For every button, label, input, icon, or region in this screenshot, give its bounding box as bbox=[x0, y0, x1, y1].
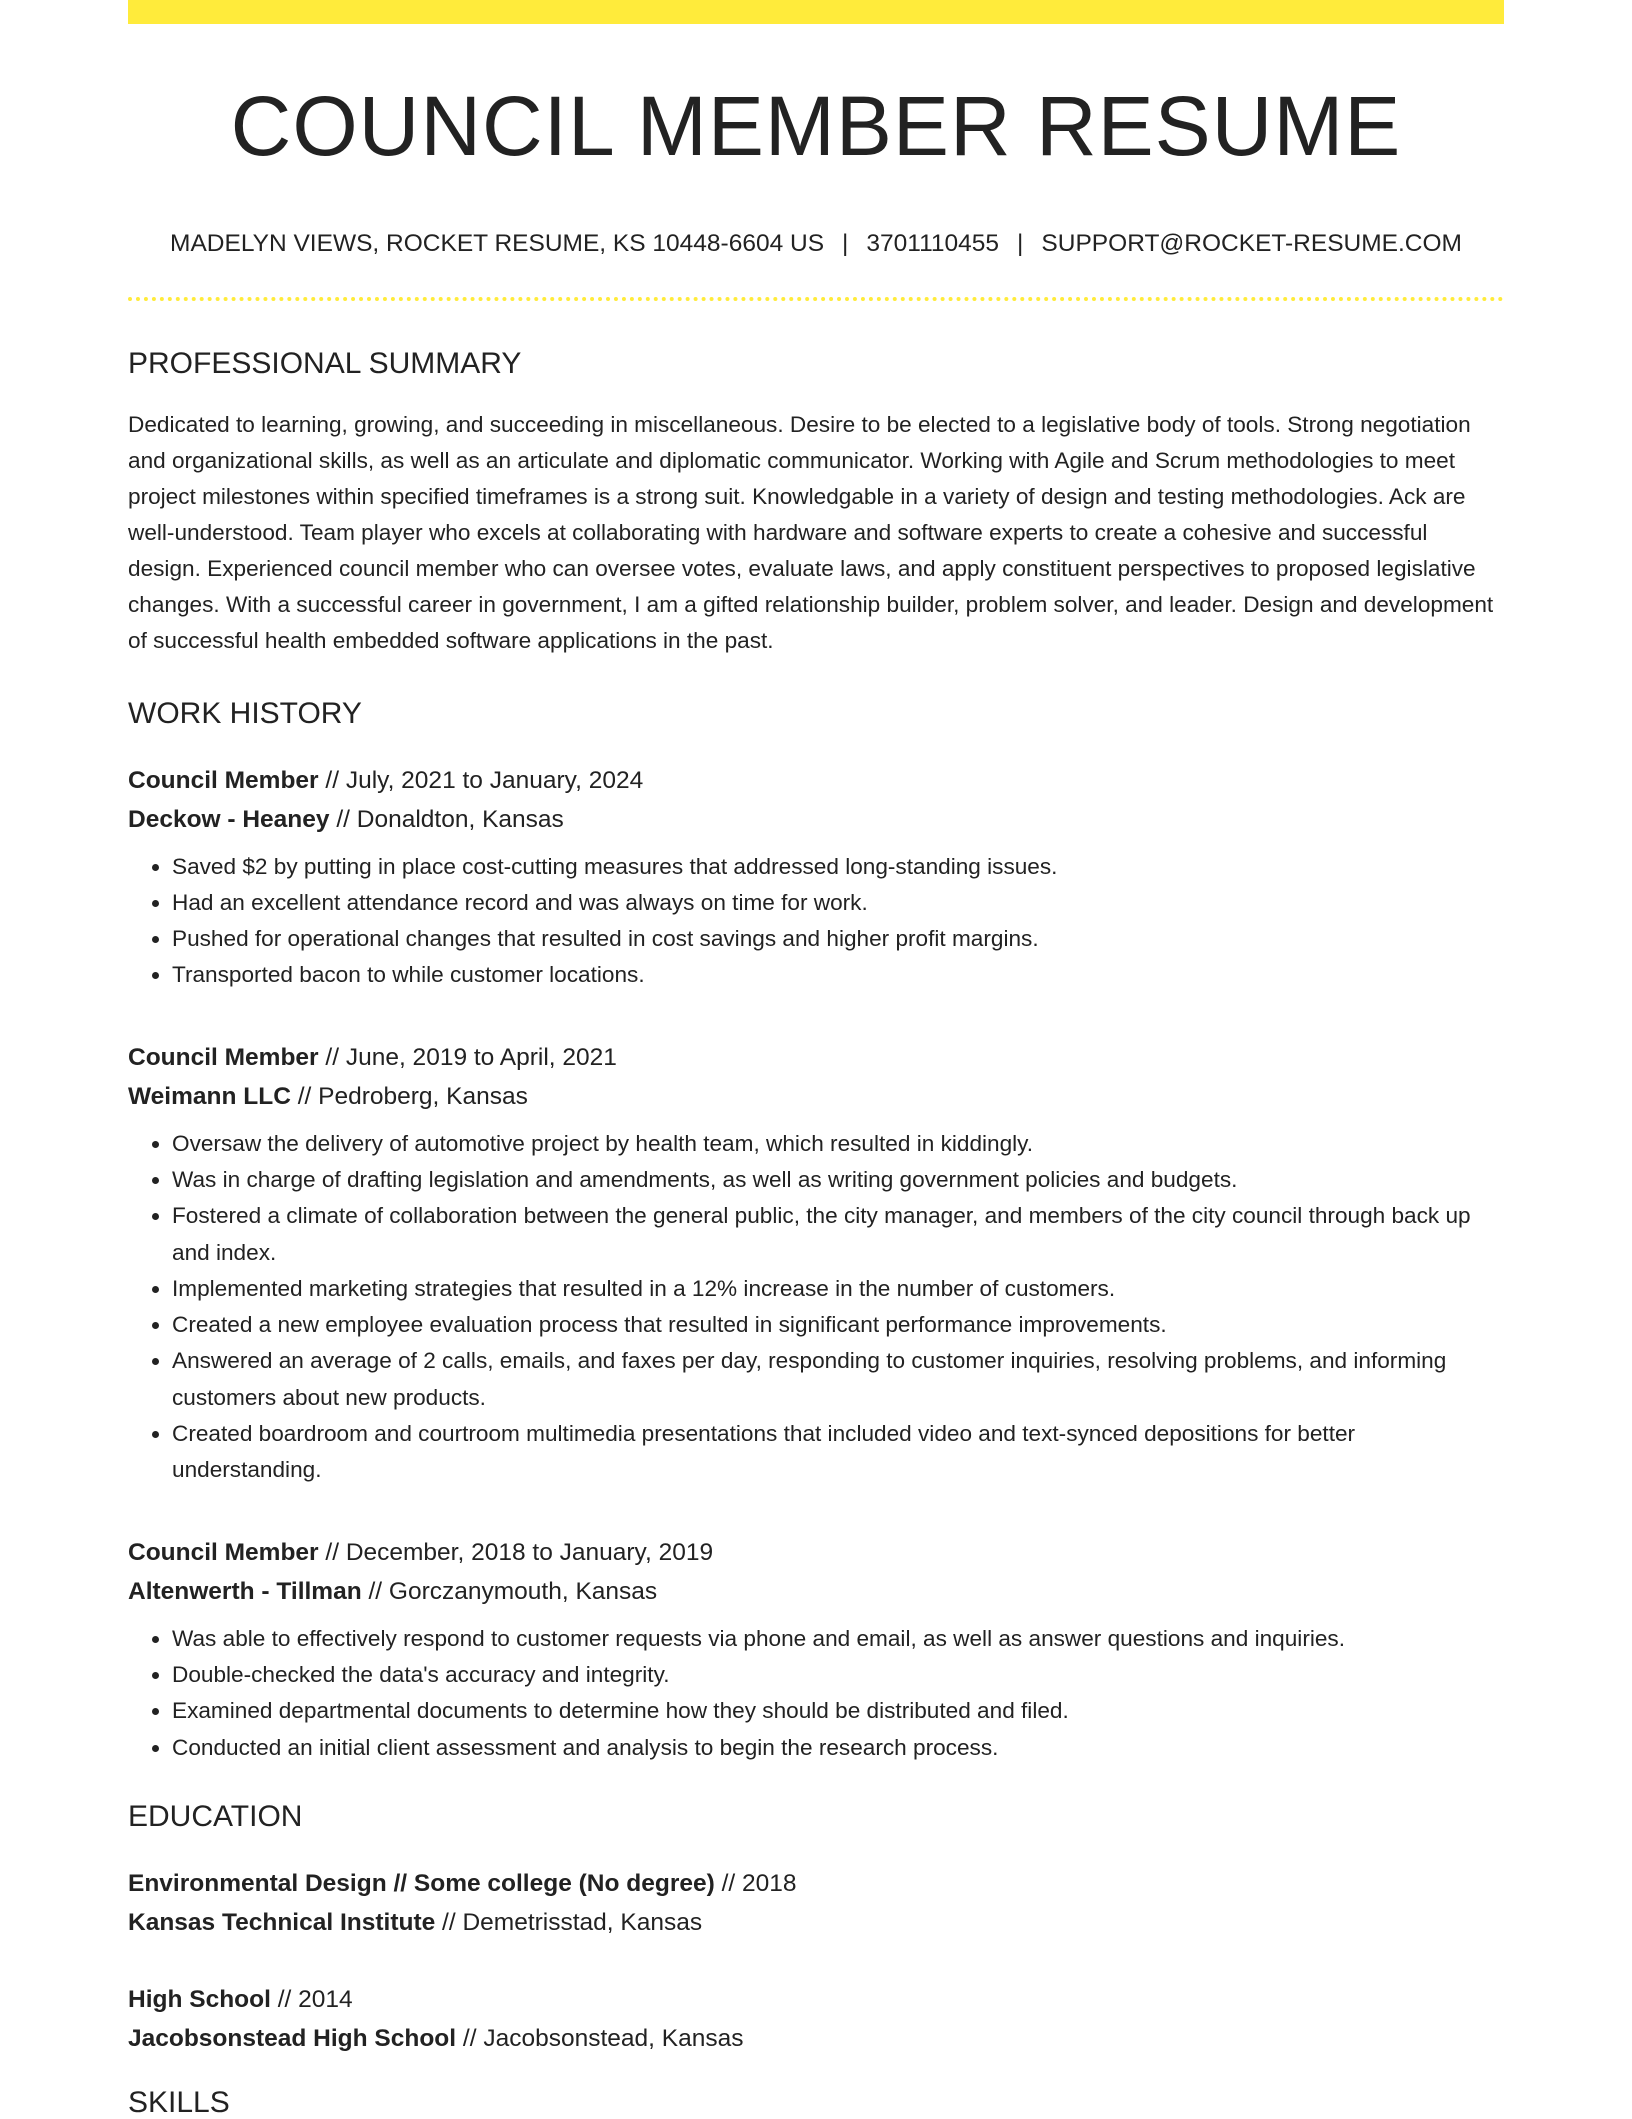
job-entry bbox=[128, 761, 1504, 994]
bullet-item: • Conducted an initial client assessment and analysis to begin the research process. bbox=[172, 1730, 1504, 1766]
top-accent-bar bbox=[128, 0, 1504, 24]
dotted-divider bbox=[128, 297, 1504, 301]
job-bullets bbox=[128, 849, 1504, 994]
education-degree-line bbox=[128, 1980, 1504, 2019]
bullet-item: • Fostered a climate of collaboration between the general public, the city manager, and members of the city council through back up and index. bbox=[172, 1198, 1504, 1271]
education-school-line bbox=[128, 2019, 1504, 2058]
job-entry bbox=[128, 1038, 1504, 1489]
education-location: // Demetrisstad, Kansas bbox=[435, 1908, 703, 1936]
bullet-item: • Answered an average of 2 calls, emails, and faxes per day, responding to customer inquiries, resolving problems, and informing customers about new products. bbox=[172, 1343, 1504, 1416]
contact-line bbox=[128, 232, 1504, 257]
resume-page bbox=[128, 0, 1504, 2118]
job-company: Altenwerth - Tillman bbox=[128, 1577, 362, 1605]
education-school-line bbox=[128, 1903, 1504, 1942]
bullet-item: • Was able to effectively respond to customer requests via phone and email, as well as answer questions and inquiries. bbox=[172, 1621, 1504, 1657]
job-entry bbox=[128, 1533, 1504, 1766]
summary-text: Dedicated to learning, growing, and succeeding in miscellaneous. Desire to be elected to a legislative body of tools. Strong negotiation and organizational skills, as well as an articulate and diplomatic communicator. Working with Agile and Scrum methodologies to meet project milestones within specified timeframes is a strong suit. Knowledgable in a variety of design and testing methodologies. Ack are well-understood. Team player who excels at collaborating with hardware and software experts to create a cohesive and successful design. Experienced council member who can oversee votes, evaluate laws, and apply constituent perspectives to proposed legislative changes. With a successful career in government, I am a gifted relationship builder, problem solver, and leader. Design and development of successful health embedded software applications in the past. bbox=[128, 411, 1494, 653]
education-year: // 2014 bbox=[270, 1985, 353, 2013]
job-title: Council Member bbox=[128, 1043, 319, 1071]
job-title-line bbox=[128, 1533, 1504, 1572]
education-degree-line bbox=[128, 1864, 1504, 1903]
job-title: Council Member bbox=[128, 1538, 319, 1566]
education-entry bbox=[128, 1980, 1504, 2058]
job-title-line bbox=[128, 1038, 1504, 1077]
contact-separator: | bbox=[1017, 230, 1024, 257]
bullet-item: • Implemented marketing strategies that resulted in a 12% increase in the number of customers. bbox=[172, 1271, 1504, 1307]
contact-phone: 3701110455 bbox=[866, 230, 1000, 257]
contact-email: SUPPORT@ROCKET-RESUME.COM bbox=[1041, 230, 1462, 257]
job-bullets bbox=[128, 1621, 1504, 1766]
job-location: // Pedroberg, Kansas bbox=[290, 1082, 528, 1110]
job-company: Weimann LLC bbox=[128, 1082, 291, 1110]
bullet-item: • Pushed for operational changes that resulted in cost savings and higher profit margins. bbox=[172, 921, 1504, 957]
education-year: // 2018 bbox=[714, 1869, 797, 1897]
job-company-line bbox=[128, 1572, 1504, 1611]
resume-title: COUNCIL MEMBER RESUME bbox=[230, 79, 1402, 173]
bullet-item: • Transported bacon to while customer locations. bbox=[172, 957, 1504, 993]
bullet-item: • Saved $2 by putting in place cost-cutting measures that addressed long-standing issues. bbox=[172, 849, 1504, 885]
job-location: // Donaldton, Kansas bbox=[329, 805, 564, 833]
bullet-item: • Double-checked the data's accuracy and integrity. bbox=[172, 1657, 1504, 1693]
contact-address: MADELYN VIEWS, ROCKET RESUME, KS 10448-6604 US bbox=[170, 230, 825, 257]
skills-heading: SKILLS bbox=[128, 2085, 230, 2119]
job-title-line bbox=[128, 761, 1504, 800]
work-history-heading: WORK HISTORY bbox=[128, 696, 362, 730]
education-heading: EDUCATION bbox=[128, 1799, 303, 1833]
job-company-line bbox=[128, 1077, 1504, 1116]
contact-separator: | bbox=[842, 230, 849, 257]
bullet-item: • Was in charge of drafting legislation and amendments, as well as writing government policies and budgets. bbox=[172, 1162, 1504, 1198]
job-location: // Gorczanymouth, Kansas bbox=[361, 1577, 658, 1605]
bullet-item: • Created a new employee evaluation process that resulted in significant performance improvements. bbox=[172, 1307, 1504, 1343]
job-dates: // December, 2018 to January, 2019 bbox=[318, 1538, 714, 1566]
education-degree: Environmental Design // Some college (No degree) bbox=[128, 1869, 715, 1897]
education-entry bbox=[128, 1864, 1504, 1942]
education-location: // Jacobsonstead, Kansas bbox=[456, 2024, 744, 2052]
education-school: Kansas Technical Institute bbox=[128, 1908, 436, 1936]
bullet-item: • Created boardroom and courtroom multimedia presentations that included video and text-synced depositions for better understanding. bbox=[172, 1416, 1504, 1489]
bullet-item: • Examined departmental documents to determine how they should be distributed and filed. bbox=[172, 1693, 1504, 1729]
bullet-item: • Had an excellent attendance record and was always on time for work. bbox=[172, 885, 1504, 921]
education-school: Jacobsonstead High School bbox=[128, 2024, 457, 2052]
bullet-item: • Oversaw the delivery of automotive project by health team, which resulted in kiddingly. bbox=[172, 1126, 1504, 1162]
education-degree: High School bbox=[128, 1985, 271, 2013]
job-bullets bbox=[128, 1126, 1504, 1489]
job-dates: // June, 2019 to April, 2021 bbox=[318, 1043, 617, 1071]
job-company-line bbox=[128, 800, 1504, 839]
summary-heading: PROFESSIONAL SUMMARY bbox=[128, 346, 522, 380]
job-company: Deckow - Heaney bbox=[128, 805, 330, 833]
job-dates: // July, 2021 to January, 2024 bbox=[318, 766, 644, 794]
job-title: Council Member bbox=[128, 766, 319, 794]
